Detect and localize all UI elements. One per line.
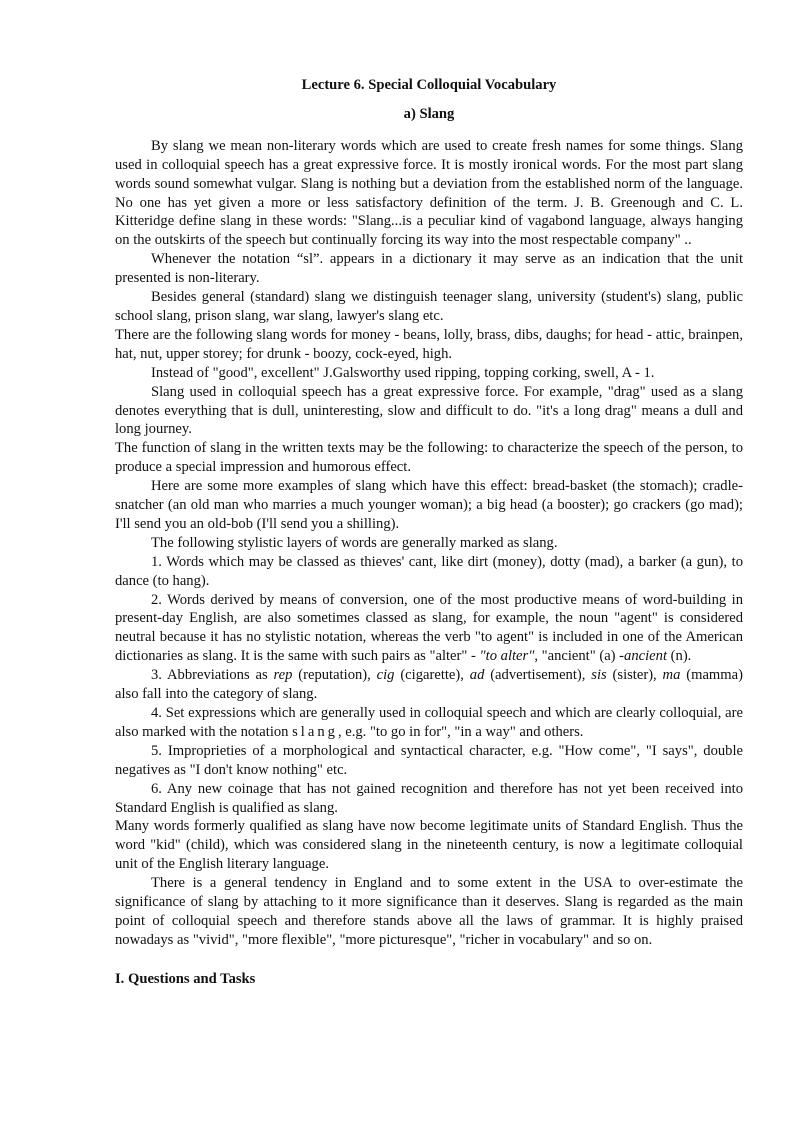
- text-run: (cigarette),: [394, 667, 470, 684]
- paragraph: [115, 250, 743, 288]
- text-run: 4. Set expressions which are generally used in colloquial speech and which are clearly colloquial, are also marked with the notation: [115, 705, 743, 740]
- text-run: The function of slang in the written texts may be the following: to characterize the speech of the person, to produce a special impression and humorous effect.: [115, 440, 743, 476]
- text-run: The following stylistic layers of words are generally marked as slang.: [151, 534, 558, 551]
- text-run: 6. Any new coinage that has not gained recognition and therefore has not yet been received into Standard English is qualified as slang.: [115, 780, 743, 816]
- text-run: (reputation),: [292, 667, 377, 684]
- text-run: 5. Improprieties of a morphological and syntactical character, e.g. "How come", "I says", double negatives as "I don't know nothing" etc.: [115, 742, 743, 778]
- text-run: Besides general (standard) slang we distinguish teenager slang, university (student's) slang, public school slang, prison slang, war slang, lawyer's slang etc.: [115, 289, 743, 324]
- paragraph: [115, 534, 743, 553]
- paragraph: [115, 591, 743, 667]
- paragraph: [115, 742, 743, 780]
- text-run: There is a general tendency in England and to some extent in the USA to over-estimate the significance of slang by attaching to it more significance than it deserves. Slang is regarded as the main point of colloquial speech and therefore stands above all the laws of grammar. It is highly praised nowadays as "vivid", "more flexible", "more picturesque", "richer in vocabulary" and so on.: [115, 875, 743, 948]
- paragraph: [115, 364, 743, 383]
- italic-term: sis: [591, 667, 607, 684]
- text-run: , e.g. "to go in for", "in a way" and others.: [337, 723, 584, 740]
- text-run: (n).: [667, 648, 692, 665]
- text-run: , "ancient" (a) -: [534, 648, 625, 665]
- paragraph: [115, 439, 743, 477]
- paragraph: [115, 553, 743, 591]
- text-run: (sister),: [606, 667, 663, 684]
- paragraph: [115, 817, 743, 874]
- italic-term: ma: [662, 667, 681, 684]
- italic-term: "to alter": [479, 648, 535, 665]
- paragraph: [115, 288, 743, 326]
- spaced-term: slang: [292, 723, 338, 740]
- text-run: 2. Words derived by means of conversion, one of the most productive means of word-building in present-day English, are also sometimes classed as slang, for example, the noun "agent" is considered neutral because it has no stylistic notation, whereas the verb "to agent" is included in one of the American dictionaries as slang. It is the same with such pairs as "alter" -: [115, 591, 743, 665]
- italic-term: ad: [469, 667, 485, 684]
- text-run: Instead of "good", excellent" J.Galsworthy used ripping, topping corking, swell, A - 1.: [151, 364, 655, 381]
- paragraph: [115, 874, 743, 950]
- questions-heading: I. Questions and Tasks: [115, 970, 256, 987]
- text-run: There are the following slang words for money - beans, lolly, brass, dibs, daughs; for head - attic, brainpen, hat, nut, upper storey; for drunk - boozy, cock-eyed, high.: [115, 326, 743, 362]
- text-run: (advertisement),: [484, 667, 592, 684]
- text-run: Many words formerly qualified as slang have now become legitimate units of Standard English. Thus the word "kid" (child), which was considered slang in the nineteenth century, is now a legitimate colloquial unit of the English literary language.: [115, 818, 743, 873]
- body-text: [115, 137, 743, 950]
- paragraph: [115, 137, 743, 250]
- text-run: (mamma) also fall into the category of slang.: [115, 667, 743, 703]
- paragraph: [115, 780, 743, 818]
- text-run: By slang we mean non-literary words which are used to create fresh names for some things. Slang used in colloquial speech has a great expressive force. It is mostly ironical words. For the most part slang words sound somewhat vulgar. Slang is nothing but a deviation from the established norm of the language. No one has yet given a more or less satisfactory definition of the term. J. B. Greenough and C. L. Kitteridge define slang in these words: "Slang...is a peculiar kind of vagabond language, always hanging on the outskirts of the speech but continually forcing its way into the most respectable company" ..: [115, 137, 743, 249]
- paragraph: [115, 326, 743, 364]
- text-run: Here are some more examples of slang which have this effect: bread-basket (the stomach); cradle-snatcher (an old man who marries a much younger woman); a big head (a booster); go crackers (go mad); I'll send you an old-bob (I'll send you a shilling).: [115, 478, 743, 532]
- italic-term: ancient: [624, 648, 668, 665]
- text-run: Whenever the notation “sl”. appears in a dictionary it may serve as an indication that the unit presented is non-literary.: [115, 251, 743, 287]
- paragraph: [115, 477, 743, 534]
- text-run: 1. Words which may be classed as thieves' cant, like dirt (money), dotty (mad), a barker (a gun), to dance (to hang).: [115, 553, 743, 589]
- text-run: 3. Abbreviations as: [151, 667, 274, 684]
- paragraph: [115, 666, 743, 704]
- lecture-title: Lecture 6. Special Colloquial Vocabulary: [301, 77, 557, 93]
- text-run: Slang used in colloquial speech has a great expressive force. For example, "drag" used as a slang denotes everything that is dull, uninteresting, slow and difficult to do. "it's a long drag" means a dull and long journey.: [115, 383, 743, 438]
- section-subtitle: a) Slang: [403, 105, 455, 122]
- paragraph: [115, 704, 743, 742]
- paragraph: [115, 383, 743, 440]
- italic-term: cig: [376, 667, 395, 684]
- italic-term: rep: [273, 667, 293, 684]
